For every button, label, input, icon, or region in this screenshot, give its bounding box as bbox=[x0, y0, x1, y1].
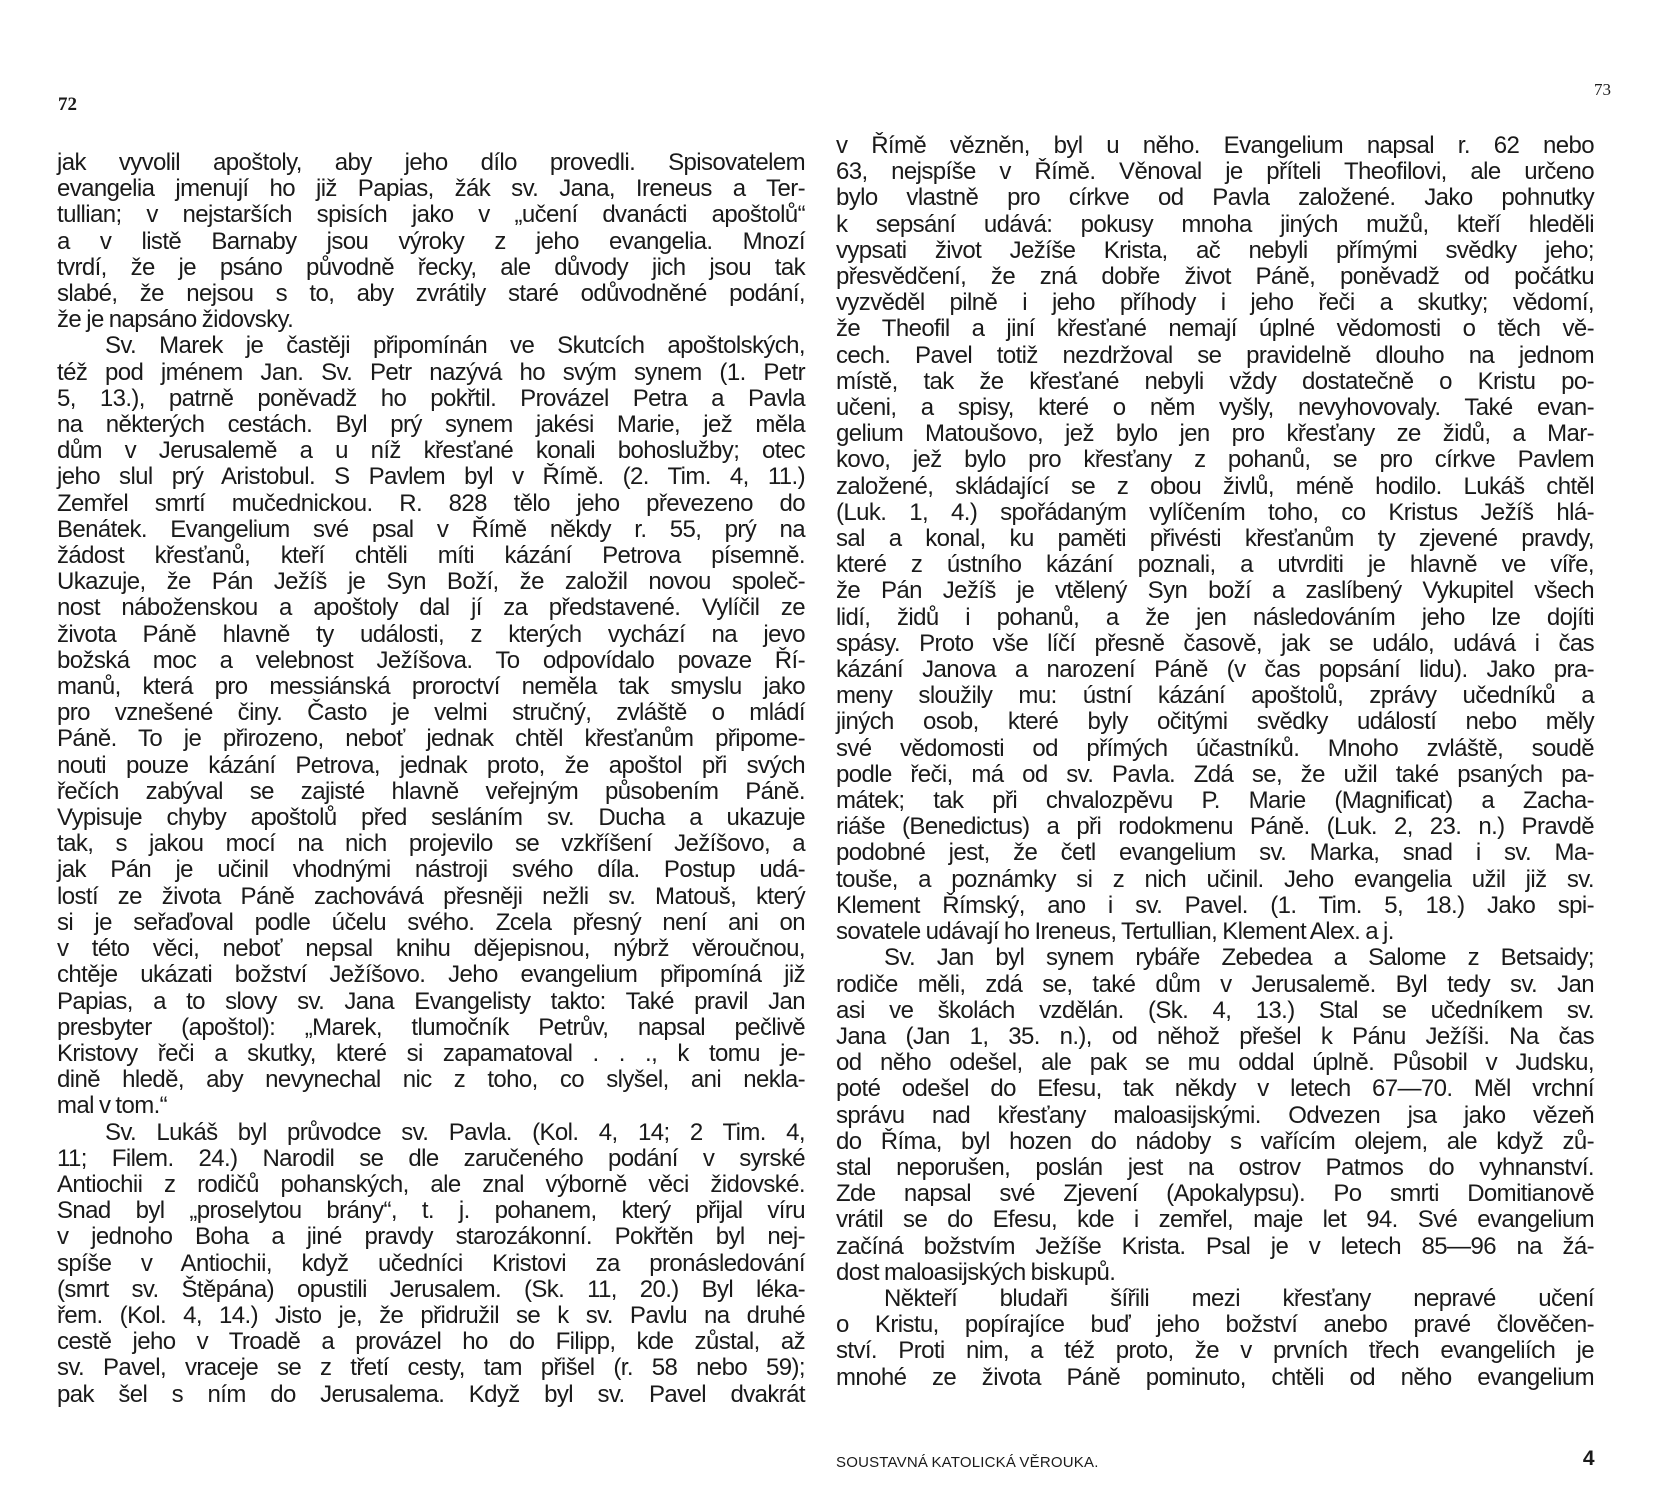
text-line: nost náboženskou a apoštoly dal jí za představené. Vylíčil ze bbox=[57, 594, 805, 622]
text-line: evangelia jmenují ho již Papias, žák sv. Jana, Ireneus a Ter- bbox=[57, 175, 805, 203]
book-title-footer: SOUSTAVNÁ KATOLICKÁ VĚROUKA. bbox=[836, 1454, 1099, 1471]
text-line: chtěje ukázati božství Ježíšovo. Jeho evangelium připomíná již bbox=[57, 961, 805, 989]
text-line: Sv. Jan byl synem rybáře Zebedea a Salome z Betsaidy; bbox=[884, 944, 1594, 972]
text-line: (Luk. 1, 4.) spořádaným vylíčením toho, co Kristus Ježíš hlá- bbox=[836, 498, 1594, 526]
text-line: vrátil se do Efesu, kde i zemřel, maje let 94. Své evangelium bbox=[836, 1206, 1594, 1234]
text-line: spíše v Antiochii, když učedníci Kristovi za pronásledování bbox=[57, 1249, 805, 1277]
text-line: vyzvěděl pilně i jeho příhody i jeho řeči a skutky; vědomí, bbox=[836, 289, 1594, 317]
text-line: manů, která pro messiánská proroctví neměla tak smyslu jako bbox=[57, 673, 805, 701]
text-line: v této věci, neboť nepsal knihu dějepisnou, nýbrž věroučnou, bbox=[57, 935, 805, 963]
text-line: cech. Pavel totiž nezdržoval se pravidelně dlouho na jednom bbox=[836, 341, 1594, 369]
text-line: pak šel s ním do Jerusalema. Když byl sv. Pavel dvakrát bbox=[57, 1380, 805, 1408]
text-line: dům v Jerusalemě a u níž křesťané konali bohoslužby; otec bbox=[57, 437, 805, 465]
text-line: 11; Filem. 24.) Narodil se dle zaručeného podání v syrské bbox=[57, 1144, 805, 1172]
text-line: touše, a poznámky si z nich učinil. Jeho evangelia užil již sv. bbox=[836, 865, 1594, 893]
text-line: do Říma, byl hozen do nádoby s vařícím olejem, ale když zů- bbox=[836, 1127, 1594, 1155]
text-line: 63, nejspíše v Římě. Věnoval je příteli Theofilovi, ale určeno bbox=[836, 158, 1594, 186]
text-line: jak vyvolil apoštoly, aby jeho dílo provedli. Spisovatelem bbox=[57, 149, 805, 176]
body-text bbox=[57, 150, 805, 1408]
text-line: pro vznešené činy. Často je velmi stručný, zvláště o mládí bbox=[57, 699, 805, 727]
text-line: též pod jménem Jan. Sv. Petr nazývá ho svým synem (1. Petr bbox=[57, 358, 805, 386]
text-line: Klement Římský, ano i sv. Pavel. (1. Tim. 5, 18.) Jako spi- bbox=[836, 891, 1594, 919]
text-line: tvrdí, že je psáno původně řecky, ale důvody jich jsou tak bbox=[57, 253, 805, 281]
text-line: dině hledě, aby nevynechal nic z toho, co slyšel, ani nekla- bbox=[57, 1066, 805, 1094]
text-line: přesvědčení, že zná dobře život Páně, poněvadž od počátku bbox=[836, 263, 1594, 291]
text-line: jak Pán je učinil vhodnými nástroji svého díla. Postup udá- bbox=[57, 856, 805, 884]
page-number: 72 bbox=[58, 94, 77, 115]
text-line: k sepsání udává: pokusy mnoha jiných mužů, kteří hleděli bbox=[836, 210, 1594, 238]
text-line: učeni, a spisy, které o něm vyšly, nevyhovovaly. Také evan- bbox=[836, 394, 1594, 422]
text-line: a v listě Barnaby jsou výroky z jeho evangelia. Mnozí bbox=[57, 227, 805, 255]
text-line: začíná božstvím Ježíše Krista. Psal je v letech 85—96 na žá- bbox=[836, 1232, 1594, 1260]
text-line: Zde napsal své Zjevení (Apokalypsu). Po smrti Domitianově bbox=[836, 1180, 1594, 1208]
text-line: Vypisuje chyby apoštolů před sesláním sv. Ducha a ukazuje bbox=[57, 804, 805, 832]
text-line: božská moc a velebnost Ježíšova. To odpovídalo povaze Ří- bbox=[57, 646, 805, 674]
text-line: že je napsáno židovsky. bbox=[57, 306, 294, 334]
text-line: kázání Janova a narození Páně (v čas popsání lidu). Jako pra- bbox=[836, 656, 1594, 684]
text-line: tak, s jakou mocí na nich projevilo se vzkříšení Ježíšovo, a bbox=[57, 830, 805, 858]
text-line: že Pán Ježíš je vtělený Syn boží a zaslíbený Vykupitel všech bbox=[836, 577, 1594, 605]
text-line: Kristovy řeči a skutky, které si zapamatoval . . ., k tomu je- bbox=[57, 1039, 805, 1067]
page-footer bbox=[836, 1446, 1594, 1476]
text-line: místě, tak že křesťané nebyli vždy dostatečně o Kristu po- bbox=[836, 367, 1594, 395]
text-line: nouti pouze kázání Petrova, jednak proto, že apoštol při svých bbox=[57, 751, 805, 779]
text-line: ství. Proti nim, a též proto, že v prvních třech evangeliích je bbox=[836, 1337, 1594, 1365]
text-line: sovatele udávají ho Ireneus, Tertullian, Klement Alex. a j. bbox=[836, 918, 1394, 946]
text-line: jiných osob, které byly očitými svědky událostí nebo měly bbox=[836, 708, 1594, 736]
text-line: na některých cestách. Byl prý synem jakési Marie, jež měla bbox=[57, 411, 805, 439]
text-line: podobné jest, že četl evangelium sv. Marka, snad i sv. Ma- bbox=[836, 839, 1594, 867]
signature-mark: 4 bbox=[1582, 1447, 1594, 1470]
text-line: lostí ze života Páně zachovává přesněji nežli sv. Matouš, který bbox=[57, 882, 805, 910]
text-line: založené, skládající se z obou živlů, méně hodilo. Lukáš chtěl bbox=[836, 472, 1594, 500]
text-line: žádost křesťanů, kteří chtěli míti kázání Petrova písemně. bbox=[57, 542, 805, 570]
text-line: Zemřel smrtí mučednickou. R. 828 tělo jeho převezeno do bbox=[57, 489, 805, 517]
page-number: 73 bbox=[1594, 80, 1611, 99]
text-line: Benátek. Evangelium své psal v Římě někdy r. 55, prý na bbox=[57, 515, 805, 543]
text-line: sv. Pavel, vraceje se z třetí cesty, tam přišel (r. 58 nebo 59); bbox=[57, 1354, 805, 1382]
text-line: Antiochii z rodičů pohanských, ale znal výborně věci židovské. bbox=[57, 1170, 805, 1198]
text-line: od něho odešel, ale pak se mu oddal úplně. Působil v Judsku, bbox=[836, 1049, 1594, 1077]
text-line: mátek; tak při chvalozpěvu P. Marie (Magnificat) a Zacha- bbox=[836, 787, 1594, 815]
text-line: v Římě vězněn, byl u něho. Evangelium napsal r. 62 nebo bbox=[836, 132, 1594, 159]
text-line: stal neporušen, poslán jest na ostrov Patmos do vyhnanství. bbox=[836, 1153, 1594, 1181]
text-line: meny sloužily mu: ústní kázání apoštolů, zprávy učedníků a bbox=[836, 682, 1594, 710]
text-line: lidí, židů i pohanů, a že jen následováním jeho lze dojíti bbox=[836, 603, 1594, 631]
text-line: (smrt sv. Štěpána) opustili Jerusalem. (Sk. 11, 20.) Byl léka- bbox=[57, 1275, 805, 1303]
text-line: Ukazuje, že Pán Ježíš je Syn Boží, že založil novou společ- bbox=[57, 568, 805, 596]
right-page bbox=[836, 0, 1672, 1500]
text-line: života Páně hlavně ty události, z kterých vychází na jevo bbox=[57, 620, 805, 648]
text-line: cestě jeho v Troadě a provázel ho do Filipp, kde zůstal, až bbox=[57, 1328, 805, 1356]
text-line: dost maloasijských biskupů. bbox=[836, 1258, 1116, 1286]
text-line: řem. (Kol. 4, 14.) Jisto je, že přidružil se k sv. Pavlu na druhé bbox=[57, 1301, 805, 1329]
text-line: Snad byl „proselytou brány“, t. j. pohanem, který přijal víru bbox=[57, 1197, 805, 1225]
text-line: Jana (Jan 1, 35. n.), od něhož přešel k Pánu Ježíši. Na čas bbox=[836, 1022, 1594, 1050]
text-line: poté odešel do Efesu, tak někdy v letech 67—70. Měl vrchní bbox=[836, 1075, 1594, 1103]
text-line: asi ve školách vzdělán. (Sk. 4, 13.) Stal se učedníkem sv. bbox=[836, 996, 1594, 1024]
text-line: rodiče měli, zdá se, také dům v Jerusalemě. Byl tedy sv. Jan bbox=[836, 970, 1594, 998]
text-line: že Theofil a jiní křesťané nemají úplné vědomosti o těch vě- bbox=[836, 315, 1594, 343]
text-line: kovo, jež bylo pro křesťany z pohanů, se pro církve Pavlem bbox=[836, 446, 1594, 474]
text-line: tullian; v nejstarších spisích jako v „učení dvanácti apoštolů“ bbox=[57, 201, 805, 229]
text-line: gelium Matoušovo, jež bylo jen pro křesťany ze židů, a Mar- bbox=[836, 420, 1594, 448]
text-line: slabé, že nejsou s to, aby zvrátily staré odůvodněné podání, bbox=[57, 280, 805, 308]
text-line: sal a konal, ku paměti přivésti křesťanům ty zjevené pravdy, bbox=[836, 525, 1594, 553]
text-line: Papias, a to slovy sv. Jana Evangelisty takto: Také pravil Jan bbox=[57, 987, 805, 1015]
text-line: o Kristu, popírajíce buď jeho božství anebo pravé člověčen- bbox=[836, 1311, 1594, 1339]
text-line: mnohé ze života Páně pominuto, chtěli od něho evangelium bbox=[836, 1363, 1594, 1391]
text-line: Sv. Marek je častěji připomínán ve Skutcích apoštolských, bbox=[105, 332, 805, 360]
body-text bbox=[836, 133, 1594, 1391]
text-line: si je seřaďoval podle účelu svého. Zcela přesný není ani on bbox=[57, 908, 805, 936]
text-line: jeho slul prý Aristobul. S Pavlem byl v Římě. (2. Tim. 4, 11.) bbox=[57, 463, 805, 491]
text-line: mal v tom.“ bbox=[57, 1092, 168, 1120]
text-line: podle řeči, má od sv. Pavla. Zdá se, že užil také psaných pa- bbox=[836, 760, 1594, 788]
text-line: v jednoho Boha a jiné pravdy starozákonní. Pokřtěn byl nej- bbox=[57, 1223, 805, 1251]
text-line: Páně. To je přirozeno, neboť jednak chtěl křesťanům připome- bbox=[57, 725, 805, 753]
text-line: řečích zabýval se zajisté hlavně veřejným působením Páně. bbox=[57, 777, 805, 805]
text-line: spásy. Proto vše líčí přesně časově, jak se událo, udává i čas bbox=[836, 629, 1594, 657]
text-line: 5, 13.), patrně poněvadž ho pokřtil. Provázel Petra a Pavla bbox=[57, 384, 805, 412]
text-line: bylo vlastně pro církve od Pavla založené. Jako pohnutky bbox=[836, 184, 1594, 212]
text-line: správu nad křesťany maloasijskými. Odvezen jsa jako vězeň bbox=[836, 1101, 1594, 1129]
text-line: své vědomosti od přímých účastníků. Mnoho zvláště, soudě bbox=[836, 734, 1594, 762]
text-line: presbyter (apoštol): „Marek, tlumočník Petrův, napsal pečlivě bbox=[57, 1013, 805, 1041]
text-line: riáše (Benedictus) a při rodokmenu Páně. (Luk. 2, 23. n.) Pravdě bbox=[836, 813, 1594, 841]
text-line: Někteří bludaři šířili mezi křesťany nepravé učení bbox=[884, 1284, 1594, 1312]
text-line: Sv. Lukáš byl průvodce sv. Pavla. (Kol. 4, 14; 2 Tim. 4, bbox=[105, 1118, 805, 1146]
text-line: vypsati život Ježíše Krista, ač nebyli přímými svědky jeho; bbox=[836, 236, 1594, 264]
text-line: které z ústního kázání poznali, a utvrditi je hlavně ve víře, bbox=[836, 551, 1594, 579]
